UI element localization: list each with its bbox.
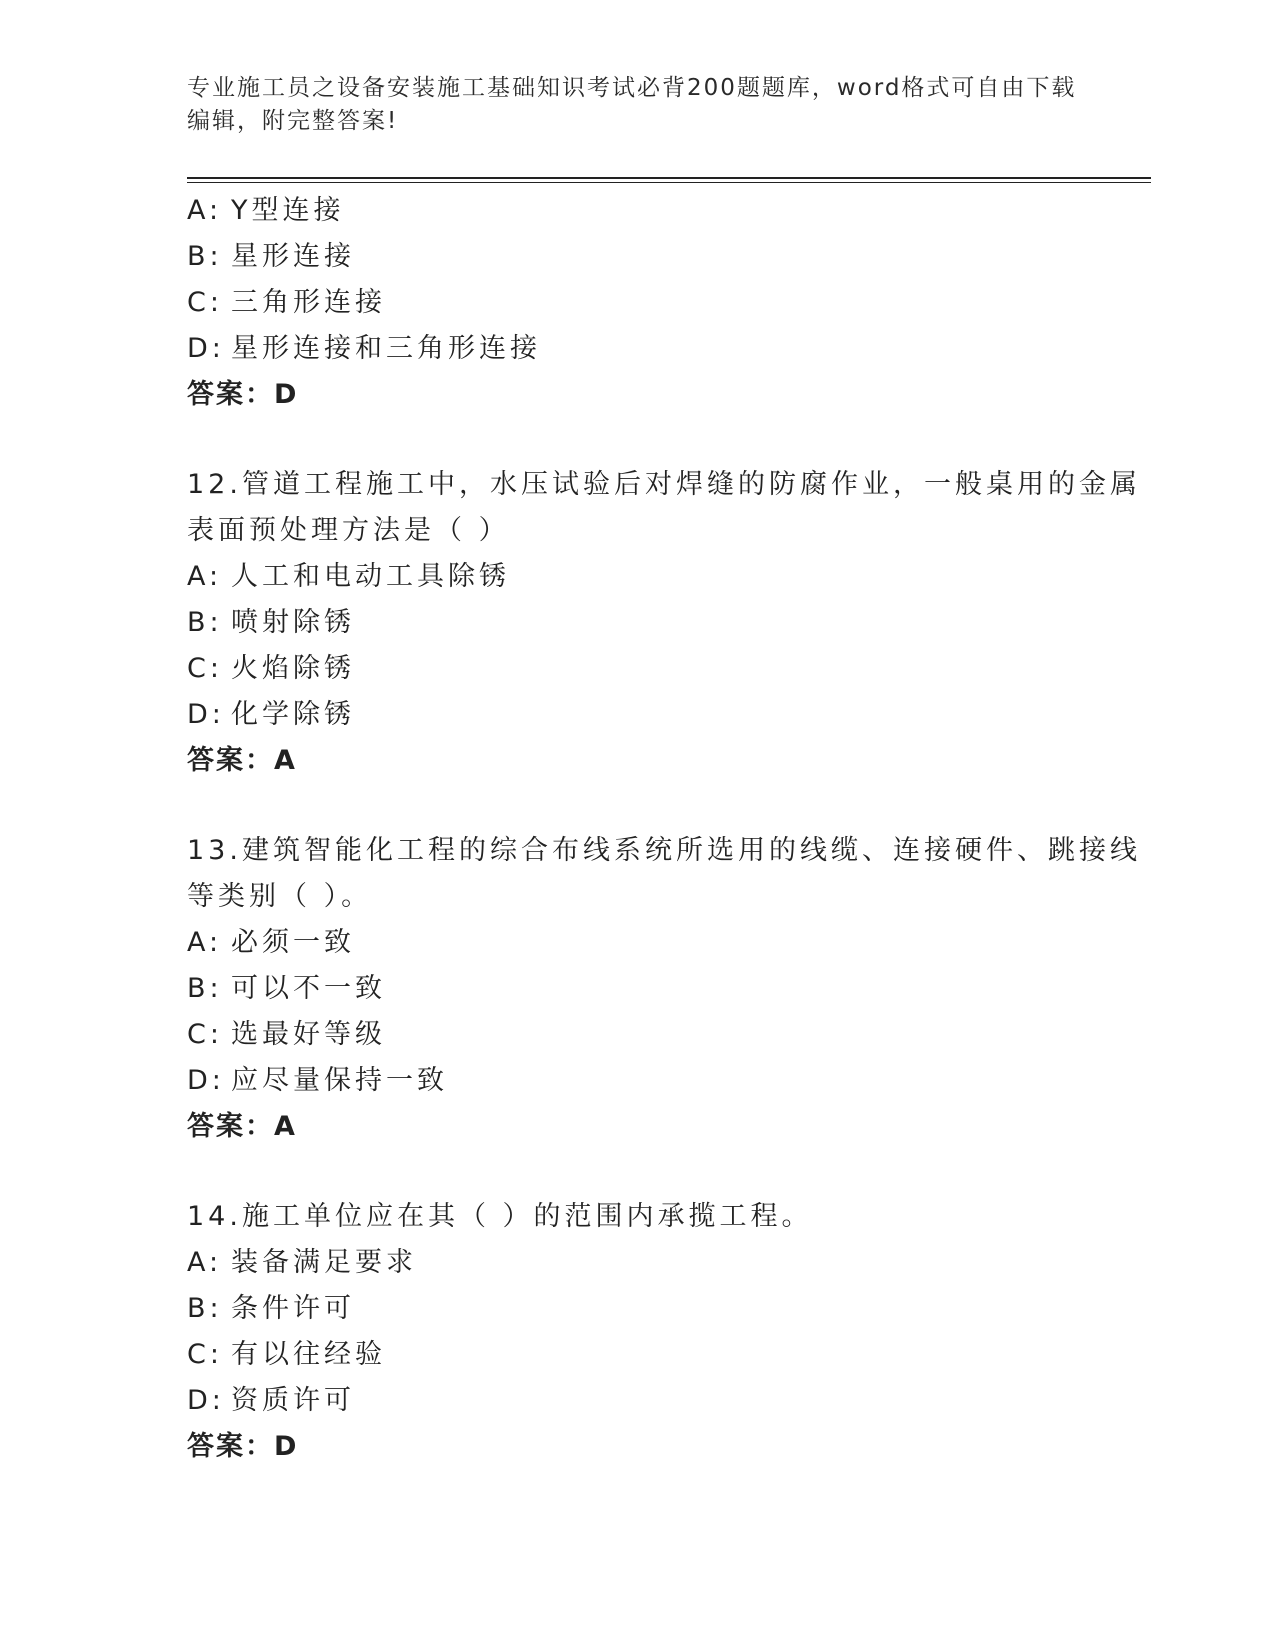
option-key: D: <box>187 1385 225 1416</box>
option-text: 可以不一致 <box>231 973 386 1004</box>
question-block <box>187 828 1141 1150</box>
option-key: C: <box>187 653 223 684</box>
option-text: 应尽量保持一致 <box>231 1065 448 1096</box>
option-text: 化学除锈 <box>231 699 355 730</box>
option-key: A: <box>187 1247 223 1278</box>
option-text: 星形连接 <box>231 241 355 272</box>
option-key: C: <box>187 1339 223 1370</box>
answer-line: 答案：A <box>187 745 297 776</box>
question-stem-line: 14.施工单位应在其（ ）的范围内承揽工程。 <box>187 1201 813 1232</box>
spacer <box>187 1150 1087 1194</box>
option-key: B: <box>187 973 223 1004</box>
option-c <box>187 1012 1087 1058</box>
option-d <box>187 326 1087 372</box>
header-line-1: 专业施工员之设备安装施工基础知识考试必背200题题库，word格式可自由下载 <box>187 75 1077 101</box>
option-text: 条件许可 <box>231 1293 355 1324</box>
question-stem-line: 表面预处理方法是（ ） <box>187 515 510 546</box>
option-b <box>187 966 1087 1012</box>
option-key: B: <box>187 1293 223 1324</box>
option-key: C: <box>187 1019 223 1050</box>
option-text: 选最好等级 <box>231 1019 386 1050</box>
question-stem-line: 12.管道工程施工中，水压试验后对焊缝的防腐作业，一般桌用的金属 <box>187 469 1141 500</box>
spacer <box>187 418 1087 462</box>
answer-line: 答案：D <box>187 1431 299 1462</box>
option-key: A: <box>187 195 223 226</box>
option-text: 人工和电动工具除锈 <box>231 561 510 592</box>
option-key: D: <box>187 1065 225 1096</box>
option-text: 三角形连接 <box>231 287 386 318</box>
option-a <box>187 554 1087 600</box>
option-key: D: <box>187 699 225 730</box>
option-text: 必须一致 <box>231 927 355 958</box>
question-block <box>187 462 1141 784</box>
option-text: 星形连接和三角形连接 <box>231 333 541 364</box>
question-stem-line: 13.建筑智能化工程的综合布线系统所选用的线缆、连接硬件、跳接线 <box>187 835 1141 866</box>
option-a <box>187 1240 1087 1286</box>
option-b <box>187 234 1087 280</box>
option-text: 火焰除锈 <box>231 653 355 684</box>
option-key: C: <box>187 287 223 318</box>
option-c <box>187 1332 1087 1378</box>
option-c <box>187 280 1087 326</box>
document-header <box>187 72 1087 138</box>
option-d <box>187 1058 1087 1104</box>
option-key: B: <box>187 241 223 272</box>
option-key: D: <box>187 333 225 364</box>
option-text: Y型连接 <box>231 195 345 226</box>
header-line-2: 编辑，附完整答案! <box>187 108 399 134</box>
answer-line: 答案：A <box>187 1111 297 1142</box>
option-text: 资质许可 <box>231 1385 355 1416</box>
option-b <box>187 600 1087 646</box>
option-d <box>187 692 1087 738</box>
option-d <box>187 1378 1087 1424</box>
question-list <box>187 188 1141 1470</box>
answer-line: 答案：D <box>187 379 299 410</box>
option-c <box>187 646 1087 692</box>
option-text: 有以往经验 <box>231 1339 386 1370</box>
option-key: A: <box>187 561 223 592</box>
spacer <box>187 784 1087 828</box>
option-text: 喷射除锈 <box>231 607 355 638</box>
question-block <box>187 188 1087 418</box>
option-a <box>187 920 1087 966</box>
option-text: 装备满足要求 <box>231 1247 417 1278</box>
option-a <box>187 188 1087 234</box>
option-b <box>187 1286 1087 1332</box>
header-divider-thin <box>187 182 1151 183</box>
option-key: A: <box>187 927 223 958</box>
question-block <box>187 1194 1087 1470</box>
question-stem-line: 等类别（ ）。 <box>187 881 373 912</box>
header-divider-thick <box>187 177 1151 179</box>
option-key: B: <box>187 607 223 638</box>
